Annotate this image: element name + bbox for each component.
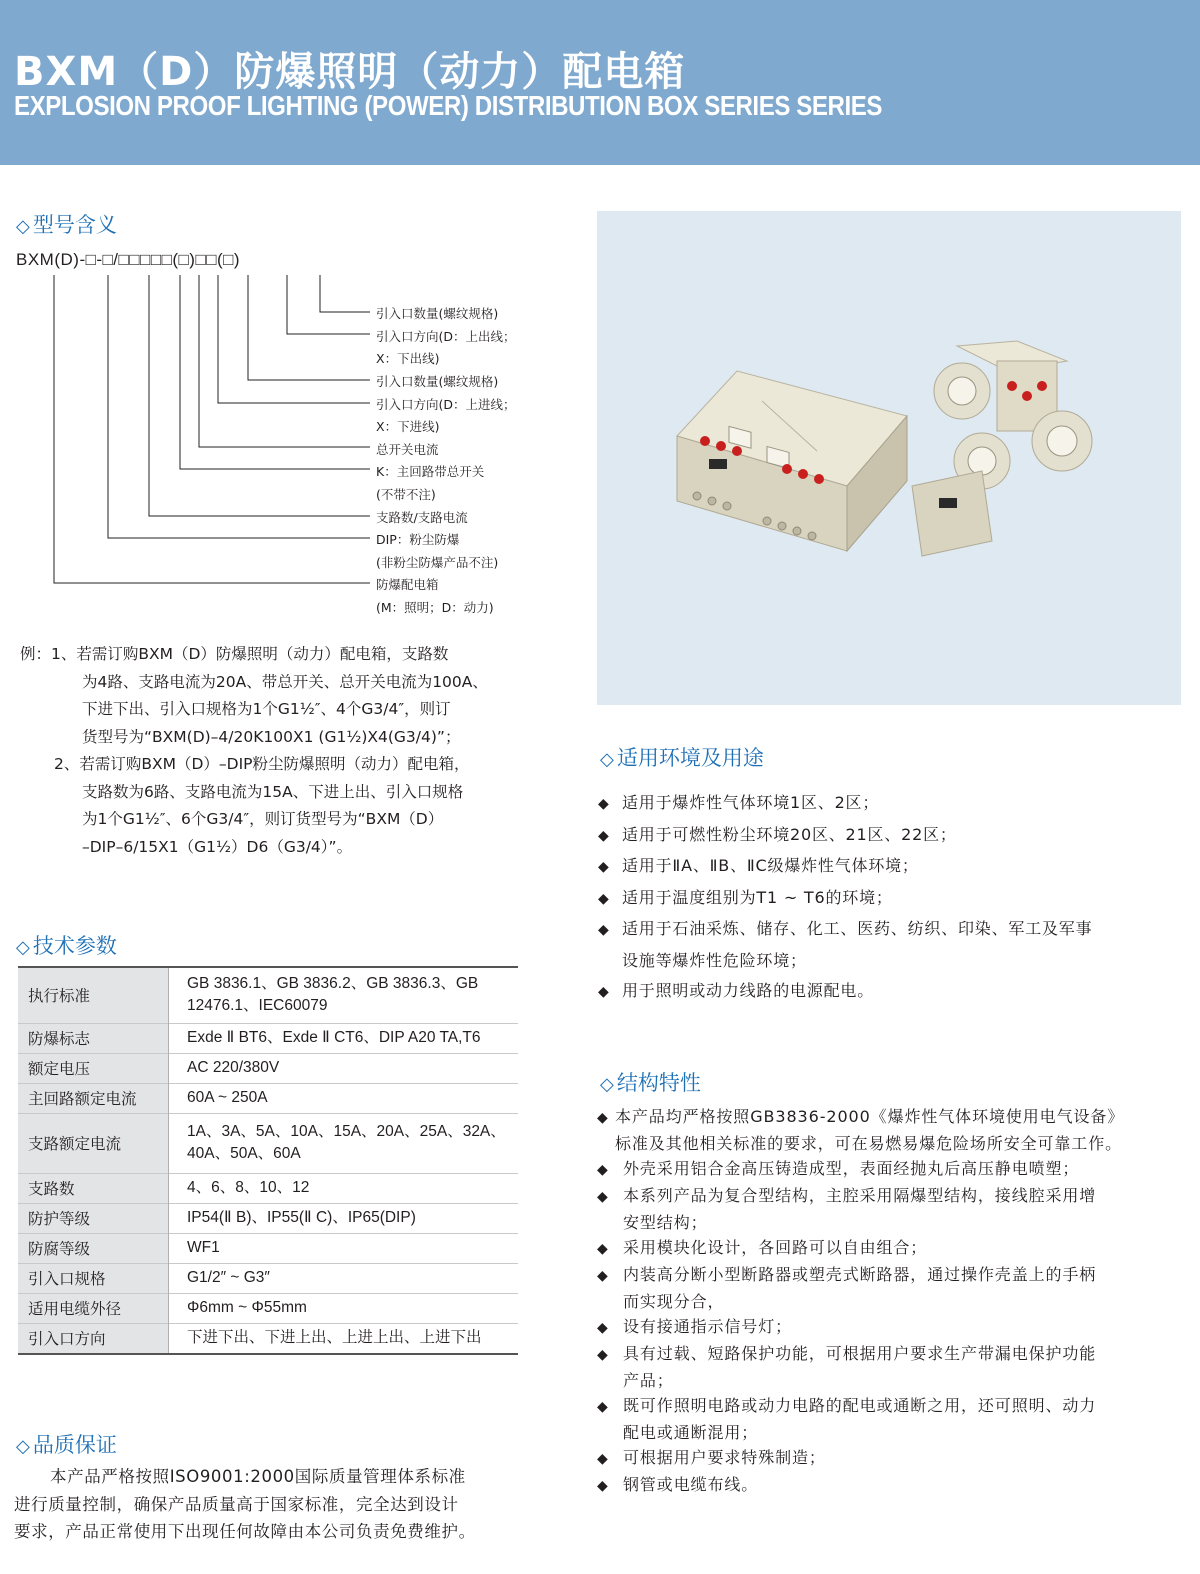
param-key: 主回路额定电流 bbox=[18, 1083, 169, 1113]
list-item-continued: 标准及其他相关标准的要求，可在易燃易爆危险场所安全可靠工作。 bbox=[615, 1134, 1123, 1153]
param-key: 防腐等级 bbox=[18, 1233, 169, 1263]
list-item-continued: 配电或通断混用； bbox=[623, 1423, 759, 1442]
list-item: ◆ 本产品均严格按照GB3836-2000《爆炸性气体环境使用电气设备》 bbox=[597, 1104, 1124, 1131]
tree-label: 引入口数量(螺纹规格) bbox=[376, 306, 499, 321]
section-quality-label: 品质保证 bbox=[32, 1433, 117, 1457]
bullet-diamond-icon: ◆ bbox=[597, 1399, 609, 1415]
diamond-icon: ◇ bbox=[16, 216, 30, 237]
param-value: Φ6mm ~ Φ55mm bbox=[187, 1299, 307, 1316]
tree-label: 引入口数量(螺纹规格) bbox=[376, 374, 499, 389]
example-line: 支路数为6路、支路电流为15A、下进上出、引入口规格 bbox=[82, 782, 464, 801]
quality-line: 要求，产品正常使用下出现任何故障由本公司负责免费维护。 bbox=[14, 1522, 476, 1541]
list-item: ◆ 外壳采用铝合金高压铸造成型，表面经抛丸后高压静电喷塑； bbox=[597, 1156, 1124, 1183]
param-value: 4、6、8、10、12 bbox=[187, 1179, 310, 1196]
table-row bbox=[18, 1323, 518, 1354]
tree-label: DIP：粉尘防爆 bbox=[376, 532, 460, 547]
list-item: ◆ 设有接通指示信号灯； bbox=[597, 1314, 1124, 1341]
bullet-diamond-icon: ◆ bbox=[597, 1110, 609, 1126]
bullet-diamond-icon: ◆ bbox=[598, 922, 610, 938]
tree-label: 引入口方向(D：上出线； bbox=[376, 329, 516, 344]
list-item: ◆ 适用于ⅡA、ⅡB、ⅡC级爆炸性气体环境； bbox=[598, 851, 1092, 883]
page-subtitle: EXPLOSION PROOF LIGHTING (POWER) DISTRIBUTION BOX SERIES SERIES bbox=[14, 90, 882, 121]
section-struct-title bbox=[600, 1067, 701, 1097]
param-value: Exde Ⅱ BT6、Exde Ⅱ CT6、DIP A20 TA,T6 bbox=[187, 1029, 481, 1046]
tree-label: (不带不注) bbox=[376, 487, 436, 502]
env-list bbox=[598, 788, 1092, 1008]
example-line: 下进下出、引入口规格为1个G1½″、4个G3/4″，则订 bbox=[82, 700, 451, 718]
list-item: ◆ 用于照明或动力线路的电源配电。 bbox=[598, 976, 1092, 1008]
bullet-diamond-icon: ◆ bbox=[598, 827, 610, 844]
list-item-continued: 安型结构； bbox=[623, 1213, 708, 1232]
param-key: 支路额定电流 bbox=[18, 1113, 169, 1173]
diamond-icon: ◇ bbox=[16, 1436, 30, 1457]
param-value: AC 220/380V bbox=[187, 1059, 280, 1076]
table-row bbox=[18, 1233, 518, 1263]
tree-label: K：主回路带总开关 bbox=[376, 464, 485, 479]
list-item: ◆ 具有过载、短路保护功能，可根据用户要求生产带漏电保护功能 bbox=[597, 1341, 1124, 1368]
param-key: 防护等级 bbox=[18, 1203, 169, 1233]
table-row bbox=[18, 1173, 518, 1203]
product-photo bbox=[597, 211, 1181, 705]
param-key: 额定电压 bbox=[18, 1053, 169, 1083]
param-key: 执行标准 bbox=[18, 967, 169, 1023]
distribution-box-image bbox=[597, 211, 1181, 705]
param-key: 引入口方向 bbox=[18, 1323, 169, 1354]
order-example bbox=[20, 641, 530, 861]
bullet-diamond-icon: ◆ bbox=[597, 1189, 609, 1205]
table-row bbox=[18, 1263, 518, 1293]
param-value: 下进下出、下进上出、上进上出、上进下出 bbox=[187, 1329, 482, 1347]
param-value: 1A、3A、5A、10A、15A、20A、25A、32A、40A、50A、60A bbox=[187, 1123, 506, 1162]
param-key: 适用电缆外径 bbox=[18, 1293, 169, 1323]
tree-label: 引入口方向(D：上进线； bbox=[376, 397, 516, 412]
bullet-diamond-icon: ◆ bbox=[598, 796, 610, 812]
tree-label: (非粉尘防爆产品不注) bbox=[376, 555, 499, 570]
list-item-continued: 设施等爆炸性危险环境； bbox=[622, 950, 807, 970]
bullet-diamond-icon: ◆ bbox=[597, 1478, 609, 1494]
tree-label: X：下进线) bbox=[376, 419, 440, 434]
list-item: ◆ 适用于爆炸性气体环境1区、2区； bbox=[598, 788, 1092, 820]
table-row bbox=[18, 1023, 518, 1053]
tree-label: (M：照明；D：动力) bbox=[376, 600, 494, 615]
model-code: BXM(D)-□-□/□□□□□(□)□□(□) bbox=[16, 250, 241, 269]
param-value: WF1 bbox=[187, 1239, 220, 1256]
page-title: BXM（D）防爆照明（动力）配电箱 bbox=[14, 49, 686, 95]
example-line: –DIP–6/15X1（G1½）D6（G3/4）”。 bbox=[82, 837, 353, 856]
param-key: 支路数 bbox=[18, 1173, 169, 1203]
diamond-icon: ◇ bbox=[600, 749, 614, 770]
section-struct-label: 结构特性 bbox=[616, 1071, 701, 1095]
example-line: 货型号为“BXM(D)–4/20K100X1 (G1½)X4(G3/4)”； bbox=[82, 727, 461, 746]
param-value: 60A ~ 250A bbox=[187, 1089, 268, 1106]
bullet-diamond-icon: ◆ bbox=[598, 890, 610, 907]
section-tech-title bbox=[16, 930, 117, 960]
bullet-diamond-icon: ◆ bbox=[598, 859, 610, 875]
table-row bbox=[18, 967, 518, 1023]
list-item-continued: 产品； bbox=[623, 1371, 674, 1390]
table-row bbox=[18, 1083, 518, 1113]
list-item: ◆ 内装高分断小型断路器或塑壳式断路器，通过操作壳盖上的手柄 bbox=[597, 1262, 1124, 1289]
bullet-diamond-icon: ◆ bbox=[598, 984, 610, 1000]
list-item: ◆ 可根据用户要求特殊制造； bbox=[597, 1445, 1124, 1472]
section-tech-label: 技术参数 bbox=[32, 934, 117, 958]
quality-paragraph bbox=[14, 1463, 534, 1546]
model-tree-diagram bbox=[0, 0, 600, 620]
tree-label: X：下出线) bbox=[376, 351, 440, 366]
struct-list bbox=[597, 1104, 1124, 1499]
example-line: 为4路、支路电流为20A、带总开关、总开关电流为100A、 bbox=[82, 672, 488, 691]
table-row bbox=[18, 1293, 518, 1323]
section-quality-title bbox=[16, 1429, 117, 1459]
list-item: ◆ 采用模块化设计，各回路可以自由组合； bbox=[597, 1235, 1124, 1262]
tree-label: 防爆配电箱 bbox=[376, 577, 439, 592]
example-line: 2、若需订购BXM（D）–DIP粉尘防爆照明（动力）配电箱， bbox=[54, 755, 470, 773]
tree-label: 支路数/支路电流 bbox=[376, 510, 468, 525]
param-key: 引入口规格 bbox=[18, 1263, 169, 1293]
bullet-diamond-icon: ◆ bbox=[597, 1268, 609, 1284]
tech-params-table bbox=[18, 966, 518, 1355]
bullet-diamond-icon: ◆ bbox=[597, 1320, 609, 1336]
example-line: 为1个G1½″、6个G3/4″，则订货型号为“BXM（D） bbox=[82, 810, 444, 828]
param-value: G1/2″ ~ G3″ bbox=[187, 1269, 270, 1286]
quality-line: 进行质量控制，确保产品质量高于国家标准，完全达到设计 bbox=[14, 1494, 459, 1514]
example-line: 例：1、若需订购BXM（D）防爆照明（动力）配电箱，支路数 bbox=[20, 645, 449, 663]
quality-line: 本产品严格按照ISO9001:2000国际质量管理体系标准 bbox=[50, 1467, 466, 1486]
list-item: ◆ 适用于温度组别为T1 ~ T6的环境； bbox=[598, 883, 1092, 915]
param-value: GB 3836.1、GB 3836.2、GB 3836.3、GB 12476.1、IEC60079 bbox=[187, 975, 479, 1015]
section-model-label: 型号含义 bbox=[32, 213, 117, 237]
list-item-continued: 而实现分合， bbox=[623, 1292, 725, 1311]
list-item: ◆ 本系列产品为复合型结构，主腔采用隔爆型结构，接线腔采用增 bbox=[597, 1183, 1124, 1210]
diamond-icon: ◇ bbox=[16, 937, 30, 958]
table-row bbox=[18, 1203, 518, 1233]
diamond-icon: ◇ bbox=[600, 1074, 614, 1095]
list-item: ◆ 钢管或电缆布线。 bbox=[597, 1472, 1124, 1499]
bullet-diamond-icon: ◆ bbox=[597, 1451, 609, 1467]
param-value: IP54(Ⅱ B)、IP55(Ⅱ C)、IP65(DIP) bbox=[187, 1209, 416, 1226]
param-key: 防爆标志 bbox=[18, 1023, 169, 1053]
bullet-diamond-icon: ◆ bbox=[597, 1241, 609, 1257]
table-row bbox=[18, 1113, 518, 1173]
section-env-label: 适用环境及用途 bbox=[616, 746, 764, 770]
list-item: ◆ 既可作照明电路或动力电路的配电或通断之用，还可照明、动力 bbox=[597, 1393, 1124, 1420]
list-item: ◆ 适用于可燃性粉尘环境20区、21区、22区； bbox=[598, 820, 1092, 852]
table-row bbox=[18, 1053, 518, 1083]
bullet-diamond-icon: ◆ bbox=[597, 1347, 609, 1363]
section-env-title bbox=[600, 742, 764, 772]
bullet-diamond-icon: ◆ bbox=[597, 1162, 609, 1178]
tree-label: 总开关电流 bbox=[376, 442, 439, 457]
list-item: ◆ 适用于石油采炼、储存、化工、医药、纺织、印染、军工及军事 bbox=[598, 914, 1092, 946]
